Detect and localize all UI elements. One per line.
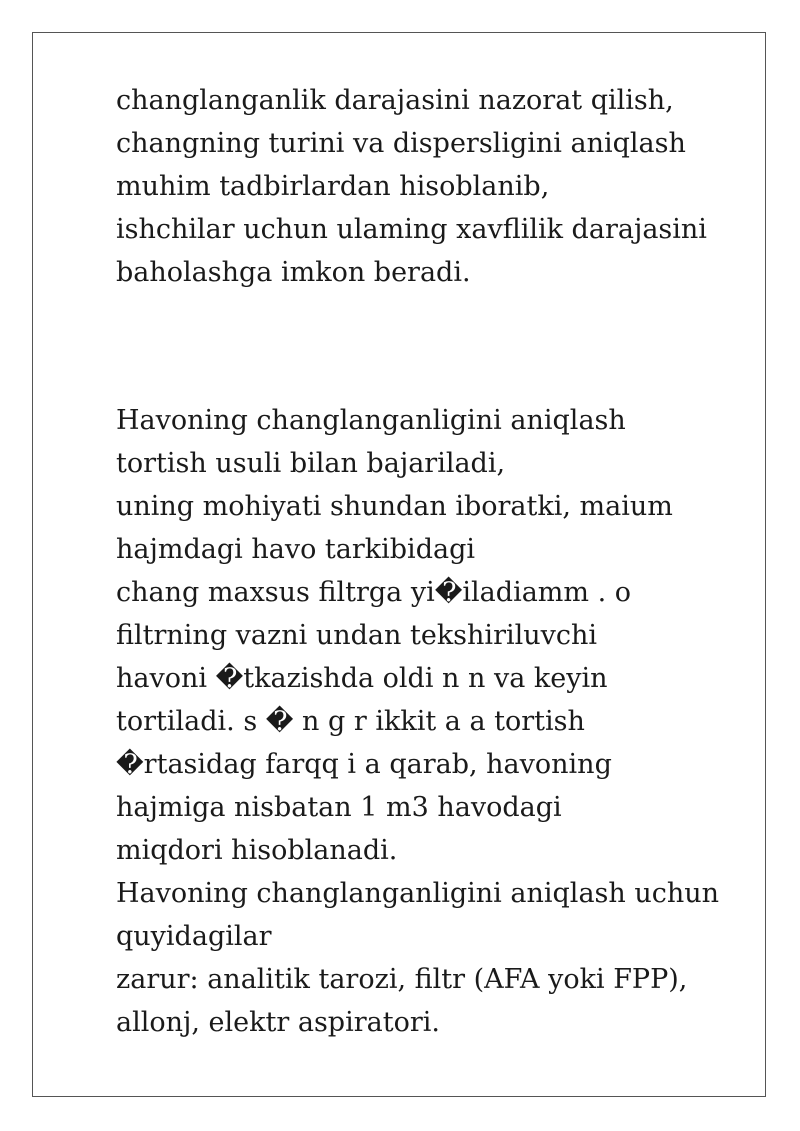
paragraph-dust-control xyxy=(116,79,756,294)
text-line: tortiladi. s � n g r ikkit a a tortish xyxy=(116,706,585,737)
text-line: Havoning changlanganligini aniqlash uchun xyxy=(116,878,720,909)
text-line: miqdori hisoblanadi. xyxy=(116,835,398,866)
text-line: zarur: analitik tarozi, filtr (AFA yoki FPP), xyxy=(116,964,688,995)
document-page xyxy=(32,32,766,1097)
text-line: baholashga imkon beradi. xyxy=(116,257,471,288)
text-line: changlanganlik darajasini nazorat qilish, xyxy=(116,85,674,116)
text-line: chang maxsus filtrga yi�iladiamm . o xyxy=(116,577,632,608)
text-line: havoni �tkazishda oldi n n va keyin xyxy=(116,663,608,694)
text-line: Havoning changlanganligini aniqlash xyxy=(116,405,626,436)
text-line: changning turini va dispersligini aniqlash xyxy=(116,128,686,159)
text-line: hajmdagi havo tarkibidagi xyxy=(116,534,475,565)
text-line: uning mohiyati shundan iboratki, maium xyxy=(116,491,673,522)
text-line: �rtasidag farqq i a qarab, havoning xyxy=(116,749,612,780)
text-line: filtrning vazni undan tekshiriluvchi xyxy=(116,620,598,651)
text-line: allonj, elektr aspiratori. xyxy=(116,1007,440,1038)
text-line: muhim tadbirlardan hisoblanib, xyxy=(116,171,550,202)
text-line: hajmiga nisbatan 1 m3 havodagi xyxy=(116,792,562,823)
text-line: tortish usuli bilan bajariladi, xyxy=(116,448,506,479)
text-line: ishchilar uchun ulaming xavflilik darajasini xyxy=(116,214,707,245)
paragraph-weighing-method xyxy=(116,399,756,1044)
text-line: quyidagilar xyxy=(116,921,272,952)
